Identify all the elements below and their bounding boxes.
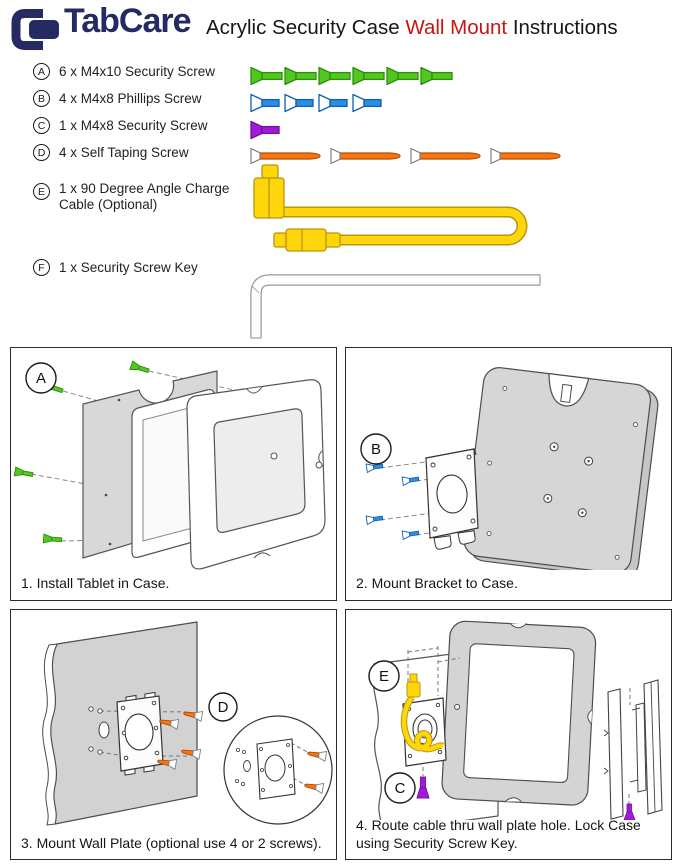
security-key-icon [230, 268, 548, 344]
title-part1: Acrylic Security Case [206, 16, 406, 39]
part-A-screw-icon [420, 66, 453, 86]
part-label-b: 4 x M4x8 Phillips Screw [59, 91, 202, 106]
part-label-f: 1 x Security Screw Key [59, 260, 198, 275]
step-2-illustration [346, 348, 670, 570]
part-label-d: 4 x Self Taping Screw [59, 145, 189, 160]
part-badge-c: C [33, 117, 50, 134]
part-badge-d: D [33, 144, 50, 161]
step-4-illustration [346, 610, 670, 820]
page-title [206, 16, 618, 40]
step-4-letter-c: C [394, 780, 406, 797]
part-label-c: 1 x M4x8 Security Screw [59, 118, 208, 133]
part-B-screw-icon [250, 93, 280, 113]
part-B-screw-icon [284, 93, 314, 113]
part-C-screw-icon [250, 120, 280, 140]
step-panel-1 [10, 347, 337, 601]
part-A-screw-icon [352, 66, 385, 86]
tabcare-logo-icon [10, 6, 64, 53]
step-2-caption: 2. Mount Bracket to Case. [356, 575, 518, 591]
part-label-e: 1 x 90 Degree Angle Charge Cable (Optional) [59, 181, 230, 212]
step-panel-4 [345, 609, 672, 860]
part-badge-a: A [33, 63, 50, 80]
step-2-letter: B [370, 441, 382, 458]
step-panel-3 [10, 609, 337, 860]
title-part2: Instructions [507, 16, 618, 39]
step-4-letter-e: E [378, 668, 390, 685]
part-A-screw-icon [386, 66, 419, 86]
part-label-a: 6 x M4x10 Security Screw [59, 64, 216, 79]
step-4-caption: 4. Route cable thru wall plate hole. Lock Case using Security Screw Key. [356, 817, 641, 851]
part-A-screw-icon [318, 66, 351, 86]
part-A-screw-icon [284, 66, 317, 86]
side-view [604, 680, 662, 820]
part-A-screw-icon [250, 66, 283, 86]
part-badge-b: B [33, 90, 50, 107]
part-icons-c [250, 120, 280, 140]
part-B-screw-icon [318, 93, 348, 113]
part-B-screw-icon [352, 93, 382, 113]
part-icons-a [250, 66, 454, 86]
step-1-letter: A [35, 370, 47, 387]
step-1-illustration [11, 348, 335, 570]
step-3-letter: D [217, 699, 229, 716]
part-badge-f: F [33, 259, 50, 276]
logo-text: TabCare [64, 2, 191, 40]
step-3-caption: 3. Mount Wall Plate (optional use 4 or 2 screws). [21, 835, 322, 851]
step-3-illustration [11, 610, 335, 832]
step-1-caption: 1. Install Tablet in Case. [21, 575, 170, 591]
title-highlight: Wall Mount [405, 16, 508, 39]
part-icons-b [250, 93, 386, 113]
step-panel-2 [345, 347, 672, 601]
header [0, 0, 679, 58]
charge-cable-icon [248, 163, 560, 265]
part-badge-e: E [33, 183, 50, 200]
